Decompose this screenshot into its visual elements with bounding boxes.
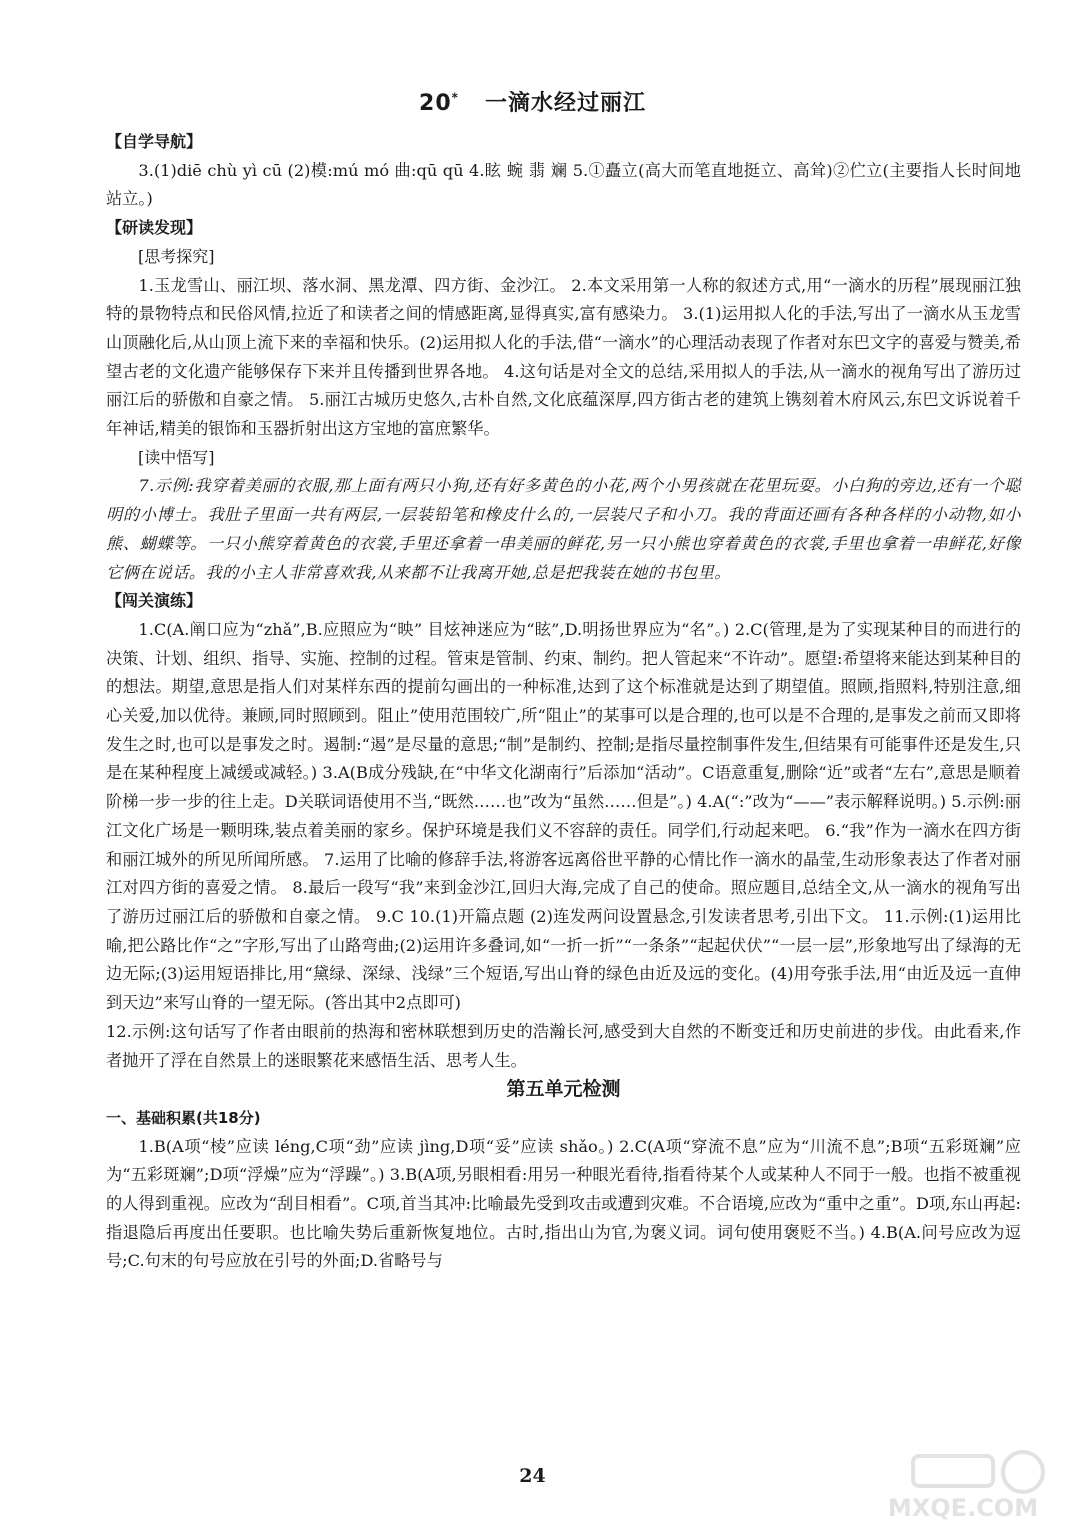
practice-heading: 【闯关演练】	[106, 591, 203, 611]
read-text: 7.示例:我穿着美丽的衣服,那上面有两只小狗,还有好多黄色的小花,两个小男孩就在花里玩耍。小白狗的旁边,还有一个聪明的小博士。我肚子里面一共有两层,一层装铅笔和橡皮什么的,一层装尺子和小刀。我的背面还画有各种各样的小动物,如小熊、蝴蝶等。一只小熊穿着黄色的衣裳,手里还拿着一串美丽的鲜花,另一只小熊也穿着黄色的衣裳,手里也拿着一串鲜花,好像它俩在说话。我的小主人非常喜欢我,从来都不让我离开她,总是把我装在她的书包里。	[106, 476, 1021, 582]
think-text: 1.玉龙雪山、丽江坝、落水洞、黑龙潭、四方街、金沙江。 2.本文采用第一人称的叙述方式,用“一滴水的历程”展现丽江独特的景物特点和民俗风情,拉近了和读者之间的情感距离,显得真实,富有感染力。 3.(1)运用拟人化的手法,写出了一滴水从玉龙雪山顶融化后,从山顶上流下来的幸福和快乐。(2)运用拟人化的手法,借“一滴水”的心理活动表现了作者对东巴文字的喜爱与赞美,希望古老的文化遗产能够保存下来并且传播到世界各地。 4.这句话是对全文的总结,采用拟人的手法,从一滴水的视角写出了游历过丽江后的骄傲和自豪之情。 5.丽江古城历史悠久,古朴自然,文化底蕴深厚,四方街古老的建筑上镌刻着木府风云,东巴文诉说着千年神话,精美的银饰和玉器折射出这方宝地的富庶繁华。	[106, 275, 1021, 439]
self-study-heading: 【自学导航】	[106, 132, 203, 151]
self-study-text: 3.(1)diē chù yì cū (2)模:mú mó 曲:qū qū 4.眩 蜿 翡 斓 5.①矗立(高大而笔直地挺立、高耸)②伫立(主要指人长时间地站立。)	[106, 160, 1021, 209]
basic-heading: 一、基础积累(共18分)	[106, 1108, 261, 1127]
think-heading: [思考探究]	[138, 246, 215, 266]
lesson-mark: *	[451, 90, 459, 105]
page-number: 24	[519, 1465, 546, 1487]
lesson-number-value: 20	[419, 91, 452, 116]
unit-test-title: 第五单元检测	[506, 1078, 621, 1101]
read-heading: [读中悟写]	[138, 447, 215, 467]
lesson-number	[419, 91, 459, 116]
svg-text:MXQE.COM: MXQE.COM	[887, 1494, 1039, 1522]
answer-content	[106, 128, 1021, 1276]
lesson-name: 一滴水经过丽江	[484, 91, 646, 116]
practice-text-2: 12.示例:这句话写了作者由眼前的热海和密林联想到历史的浩瀚长河,感受到大自然的不断变迁和历史前进的步伐。由此看来,作者抛开了浮在自然景上的迷眼繁花来感悟生活、思考人生。	[106, 1021, 1021, 1070]
lesson-title	[0, 86, 1065, 117]
unit-test-text: 1.B(A项“棱”应读 léng,C项“劲”应读 jìng,D项“妥”应读 shǎo。) 2.C(A项“穿流不息”应为“川流不息”;B项“五彩斑斓”应为“五彩斑斓”;D项“浮燥”应为“浮躁”。) 3.B(A项,另眼相看:用另一种眼光看待,指看待某个人或某种人不同于一般。也指不被重视的人得到重视。应改为“刮目相看”。C项,首当其冲:比喻最先受到攻击或遭到灾难。不合语境,应改为“重中之重”。D项,东山再起:指退隐后再度出任要职。也比喻失势后重新恢复地位。古时,指出山为官,为褒义词。词句使用褒贬不当。) 4.B(A.问号应改为逗号;C.句末的句号应放在引号的外面;D.省略号与	[106, 1136, 1021, 1271]
watermark-logo	[873, 1444, 1053, 1526]
research-heading: 【研读发现】	[106, 218, 203, 238]
practice-text: 1.C(A.阐口应为“zhǎ”,B.应照应为“映” 目炫神迷应为“眩”,D.明扬世界应为“名”。) 2.C(管理,是为了实现某种目的而进行的决策、计划、组织、指导、实施、控制的过程。管束是管制、约束、制约。把人管起来“不许动”。愿望:希望将来能达到某种目的的想法。期望,意思是指人们对某样东西的提前勾画出的一种标准,达到了这个标准就是达到了期望值。照顾,指照料,特别注意,细心关爱,加以优待。兼顾,同时照顾到。阻止”使用范围较广,所“阻止”的某事可以是合理的,也可以是不合理的,是事发之前而又即将发生之时,也可以是事发之时。遏制:“遏”是尽量的意思;“制”是制约、控制;是指尽量控制事件发生,但结果有可能事件还是发生,只是在某种程度上减缓或减轻。) 3.A(B成分残缺,在“中华文化湖南行”后添加“活动”。C语意重复,删除“近”或者“左右”,意思是顺着阶梯一步一步的往上走。D关联词语使用不当,“既然……也”改为“虽然……但是”。) 4.A(“:”改为“——”表示解释说明。) 5.示例:丽江文化广场是一颗明珠,装点着美丽的家乡。保护环境是我们义不容辞的责任。同学们,行动起来吧。 6.“我”作为一滴水在四方街和丽江城外的所见所闻所感。 7.运用了比喻的修辞手法,将游客远离俗世平静的心情比作一滴水的晶莹,生动形象表达了作者对丽江对四方街的喜爱之情。 8.最后一段写“我”来到金沙江,回归大海,完成了自己的使命。照应题目,总结全文,从一滴水的视角写出了游历过丽江后的骄傲和自豪之情。 9.C 10.(1)开篇点题 (2)连发两问设置悬念,引发读者思考,引出下文。 11.示例:(1)运用比喻,把公路比作“之”字形,写出了山路弯曲;(2)运用许多叠词,如“一折一折”“一条条”“起起伏伏”“一层一层”,形象地写出了绿海的无边无际;(3)运用短语排比,用“黛绿、深绿、浅绿”三个短语,写出山脊的绿色由近及远的变化。(4)用夸张手法,用“由近及远一直伸到天边”来写山脊的一望无际。(答出其中2点即可)	[106, 619, 1021, 1013]
